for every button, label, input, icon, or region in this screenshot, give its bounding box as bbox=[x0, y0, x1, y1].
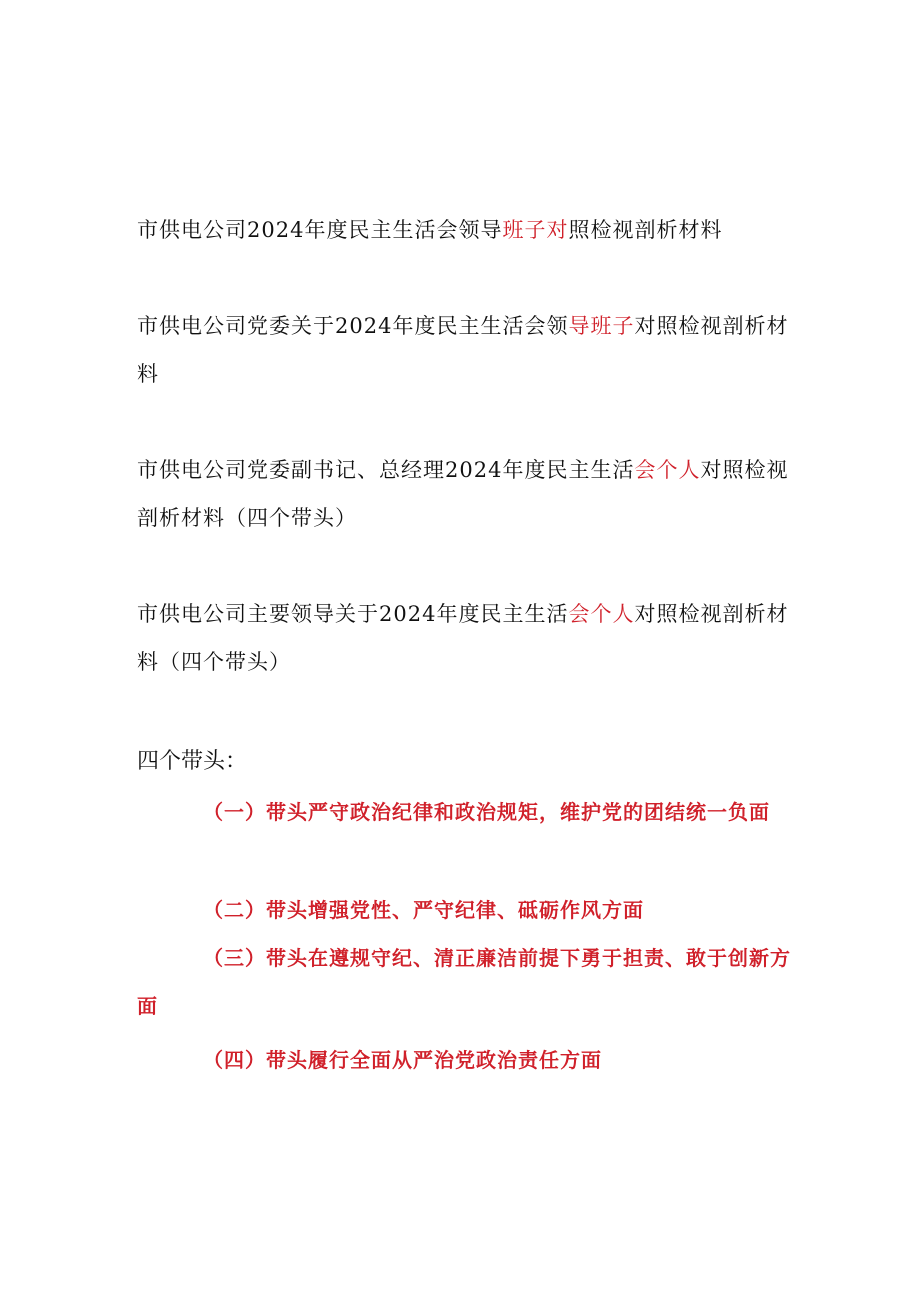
title-entry-4 bbox=[137, 590, 797, 686]
title-entry-3 bbox=[137, 446, 797, 542]
title-entry-1-text: 市供电公司2024年度民主生活会领导 bbox=[137, 218, 503, 242]
title-entry-2-highlight: 导班子 bbox=[568, 314, 635, 338]
title-entry-3-text: 市供电公司党委副书记、总经理2024年度民主生活 bbox=[137, 458, 635, 482]
title-entry-4-text: 市供电公司主要领导关于2024年度民主生活 bbox=[137, 602, 569, 626]
list-item-3: （三）带头在遵规守纪、清正廉洁前提下勇于担责、敢于创新方面 bbox=[137, 946, 791, 1018]
title-entry-2-text: 市供电公司党委关于2024年度民主生活会领 bbox=[137, 314, 569, 338]
list-item-4: （四）带头履行全面从严治党政治责任方面 bbox=[203, 1048, 602, 1072]
list-item-1: （一）带头严守政治纪律和政治规矩，维护党的团结统一负面 bbox=[203, 800, 770, 824]
title-entry-3-highlight: 会个人 bbox=[634, 458, 701, 482]
title-entry-2-text-end: 对照检视剖析材料 bbox=[137, 314, 789, 386]
title-entry-2 bbox=[137, 302, 797, 398]
title-entry-1-highlight: 班子对 bbox=[502, 218, 569, 242]
title-entry-3-text-end: 对照检视剖析材料（四个带头） bbox=[137, 458, 789, 530]
title-entry-4-highlight: 会个人 bbox=[568, 602, 635, 626]
section-heading: 四个带头： bbox=[137, 749, 248, 774]
list-item-2: （二）带头增强党性、严守纪律、砥砺作风方面 bbox=[203, 898, 644, 922]
title-entry-1-text-end: 照检视剖析材料 bbox=[568, 218, 723, 242]
title-entry-1 bbox=[137, 206, 797, 254]
title-entry-4-text-end: 对照检视剖析材料（四个带头） bbox=[137, 602, 789, 674]
